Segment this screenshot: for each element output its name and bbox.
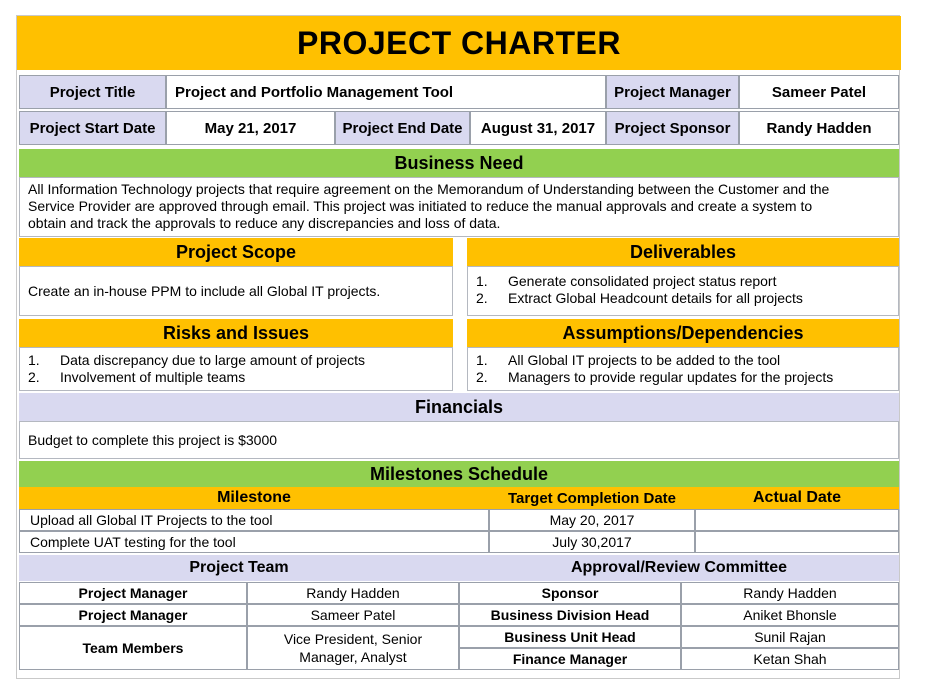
project-charter-sheet — [16, 15, 900, 679]
list-text: Data discrepancy due to large amount of projects — [60, 352, 366, 368]
financials-heading: Financials — [19, 393, 899, 421]
business-need-line: All Information Technology projects that require agreement on the Memorandum of Understanding between the Customer and the — [28, 181, 830, 197]
list-number: 1. — [476, 273, 488, 289]
list-text: All Global IT projects to be added to the tool — [508, 352, 781, 368]
project-scope-heading: Project Scope — [19, 238, 453, 266]
committee-role: Sponsor — [459, 582, 681, 604]
project-scope-text: Create an in-house PPM to include all Global IT projects. — [19, 266, 453, 316]
business-need-line: obtain and track the approvals to reduce any discrepancies and loss of data. — [28, 215, 501, 231]
milestone-cell: Upload all Global IT Projects to the tool — [19, 509, 489, 531]
committee-name: Ketan Shah — [681, 648, 899, 670]
committee-heading: Approval/Review Committee — [459, 555, 899, 581]
project-title-value: Project and Portfolio Management Tool — [166, 75, 606, 109]
list-item — [28, 352, 444, 369]
team-name: Sameer Patel — [247, 604, 459, 626]
actual-date-cell — [695, 509, 899, 531]
target-date-column-header: Target Completion Date — [489, 487, 695, 509]
team-name: Vice President, Senior Manager, Analyst — [247, 626, 459, 670]
list-number: 2. — [476, 369, 488, 385]
team-role: Project Manager — [19, 582, 247, 604]
team-role: Team Members — [19, 626, 247, 670]
list-number: 2. — [28, 369, 40, 385]
list-text: Extract Global Headcount details for all projects — [508, 290, 803, 306]
deliverables-list — [467, 266, 899, 316]
list-item — [476, 290, 890, 307]
risks-list — [19, 347, 453, 391]
team-role: Project Manager — [19, 604, 247, 626]
committee-name: Sunil Rajan — [681, 626, 899, 648]
actual-date-cell — [695, 531, 899, 553]
list-number: 2. — [476, 290, 488, 306]
business-need-text — [19, 177, 899, 237]
project-title-label: Project Title — [19, 75, 166, 109]
list-item — [476, 352, 890, 369]
list-text: Involvement of multiple teams — [60, 369, 246, 385]
project-manager-value: Sameer Patel — [739, 75, 899, 109]
list-item — [476, 369, 890, 386]
committee-role: Finance Manager — [459, 648, 681, 670]
assumptions-list — [467, 347, 899, 391]
committee-name: Aniket Bhonsle — [681, 604, 899, 626]
sponsor-label: Project Sponsor — [606, 111, 739, 145]
project-team-heading: Project Team — [19, 555, 459, 581]
list-number: 1. — [28, 352, 40, 368]
page-title: PROJECT CHARTER — [17, 16, 901, 70]
committee-name: Randy Hadden — [681, 582, 899, 604]
business-need-heading: Business Need — [19, 149, 899, 177]
project-manager-label: Project Manager — [606, 75, 739, 109]
milestone-cell: Complete UAT testing for the tool — [19, 531, 489, 553]
end-date-label: Project End Date — [335, 111, 470, 145]
committee-role: Business Division Head — [459, 604, 681, 626]
list-item — [28, 369, 444, 386]
target-date-cell: July 30,2017 — [489, 531, 695, 553]
list-item — [476, 273, 890, 290]
business-need-line: Service Provider are approved through email. This project was initiated to reduce the manual approvals and create a system to — [28, 198, 813, 214]
milestones-heading: Milestones Schedule — [19, 461, 899, 487]
team-name: Randy Hadden — [247, 582, 459, 604]
start-date-label: Project Start Date — [19, 111, 166, 145]
list-number: 1. — [476, 352, 488, 368]
target-date-cell: May 20, 2017 — [489, 509, 695, 531]
start-date-value: May 21, 2017 — [166, 111, 335, 145]
end-date-value: August 31, 2017 — [470, 111, 606, 145]
list-text: Managers to provide regular updates for the projects — [508, 369, 834, 385]
risks-heading: Risks and Issues — [19, 319, 453, 347]
deliverables-heading: Deliverables — [467, 238, 899, 266]
assumptions-heading: Assumptions/Dependencies — [467, 319, 899, 347]
milestone-column-header: Milestone — [19, 487, 489, 509]
committee-role: Business Unit Head — [459, 626, 681, 648]
actual-date-column-header: Actual Date — [695, 487, 899, 509]
sponsor-value: Randy Hadden — [739, 111, 899, 145]
list-text: Generate consolidated project status report — [508, 273, 777, 289]
financials-text: Budget to complete this project is $3000 — [19, 421, 899, 459]
